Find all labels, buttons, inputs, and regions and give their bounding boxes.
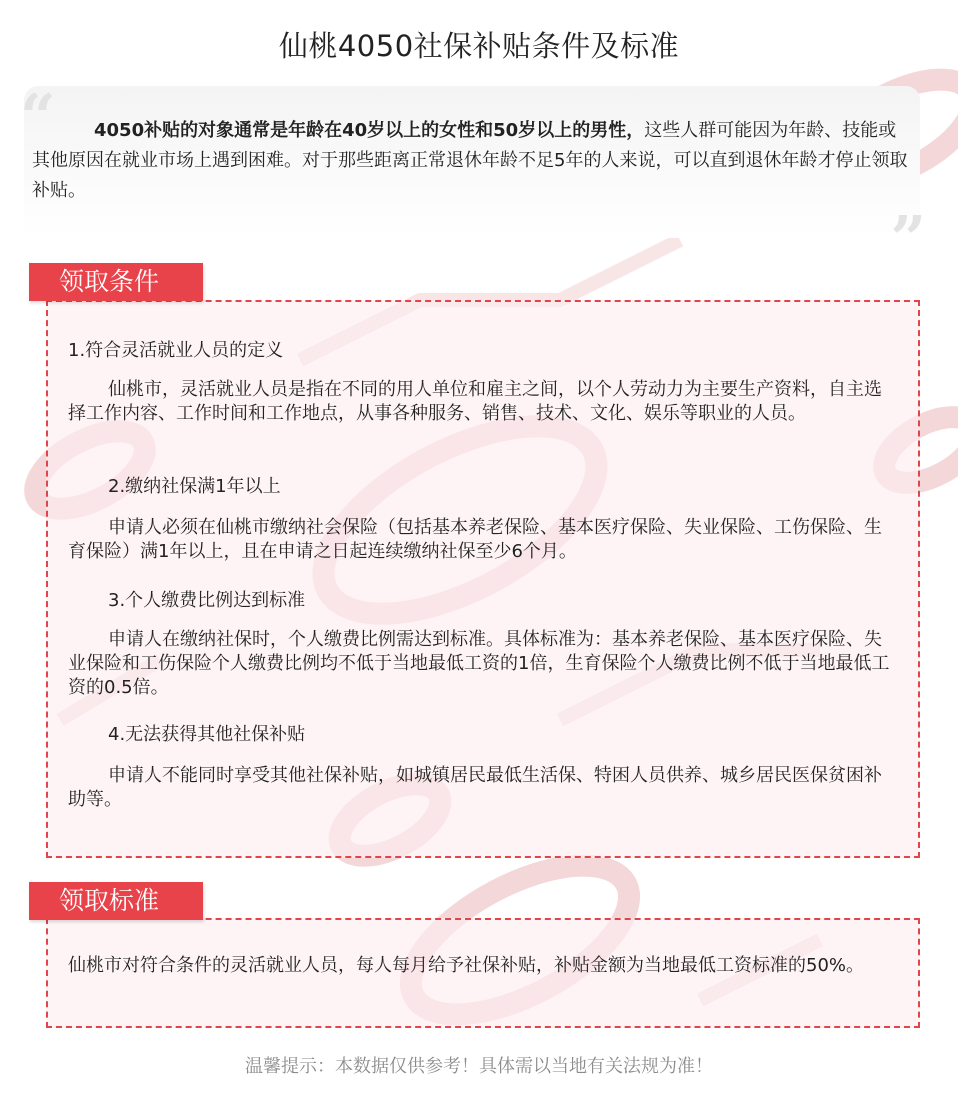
standard-box	[46, 918, 920, 1028]
condition-2-body: 申请人必须在仙桃市缴纳社会保险（包括基本养老保险、基本医疗保险、失业保险、工伤保险、生育保险）满1年以上，且在申请之日起连续缴纳社保至少6个月。	[68, 517, 882, 562]
condition-2-heading: 2.缴纳社保满1年以上	[108, 476, 281, 497]
open-quote-icon: “	[20, 80, 56, 153]
condition-1-body: 仙桃市，灵活就业人员是指在不同的用人单位和雇主之间，以个人劳动力为主要生产资料，自主选择工作内容、工作时间和工作地点，从事各种服务、销售、技术、文化、娱乐等职业的人员。	[68, 379, 882, 424]
conditions-box	[46, 300, 920, 858]
intro-text: 这些人群可能因为年龄、技能或其他原因在就业市场上遇到困难。对于那些距离正常退休年龄不足5年的人来说，可以直到退休年龄才停止领取补贴。	[32, 120, 908, 201]
footer-note: 温馨提示：本数据仅供参考！具体需以当地有关法规为准！	[245, 1056, 713, 1077]
close-quote-icon: ”	[890, 202, 926, 275]
page-title: 仙桃4050社保补贴条件及标准	[278, 29, 680, 63]
condition-3-body: 申请人在缴纳社保时，个人缴费比例需达到标准。具体标准为：基本养老保险、基本医疗保险、失业保险和工伤保险个人缴费比例均不低于当地最低工资的1倍，生育保险个人缴费比例不低于当地最低工资的0.5倍。	[68, 629, 890, 698]
condition-4-heading: 4.无法获得其他社保补贴	[108, 724, 306, 745]
conditions-tab: 领取条件	[29, 263, 203, 301]
intro-box	[20, 80, 926, 275]
condition-3-heading: 3.个人缴费比例达到标准	[108, 590, 306, 611]
condition-4-body: 申请人不能同时享受其他社保补贴，如城镇居民最低生活保、特困人员供养、城乡居民医保贫困补助等。	[68, 765, 882, 810]
intro-bold-text: 4050补贴的对象通常是年龄在40岁以上的女性和50岁以上的男性，	[94, 120, 645, 141]
standard-body: 仙桃市对符合条件的灵活就业人员，每人每月给予社保补贴，补贴金额为当地最低工资标准的50%。	[68, 955, 865, 976]
condition-1-heading: 1.符合灵活就业人员的定义	[68, 340, 284, 361]
intro-paragraph	[32, 116, 912, 206]
standard-tab: 领取标准	[29, 882, 203, 920]
